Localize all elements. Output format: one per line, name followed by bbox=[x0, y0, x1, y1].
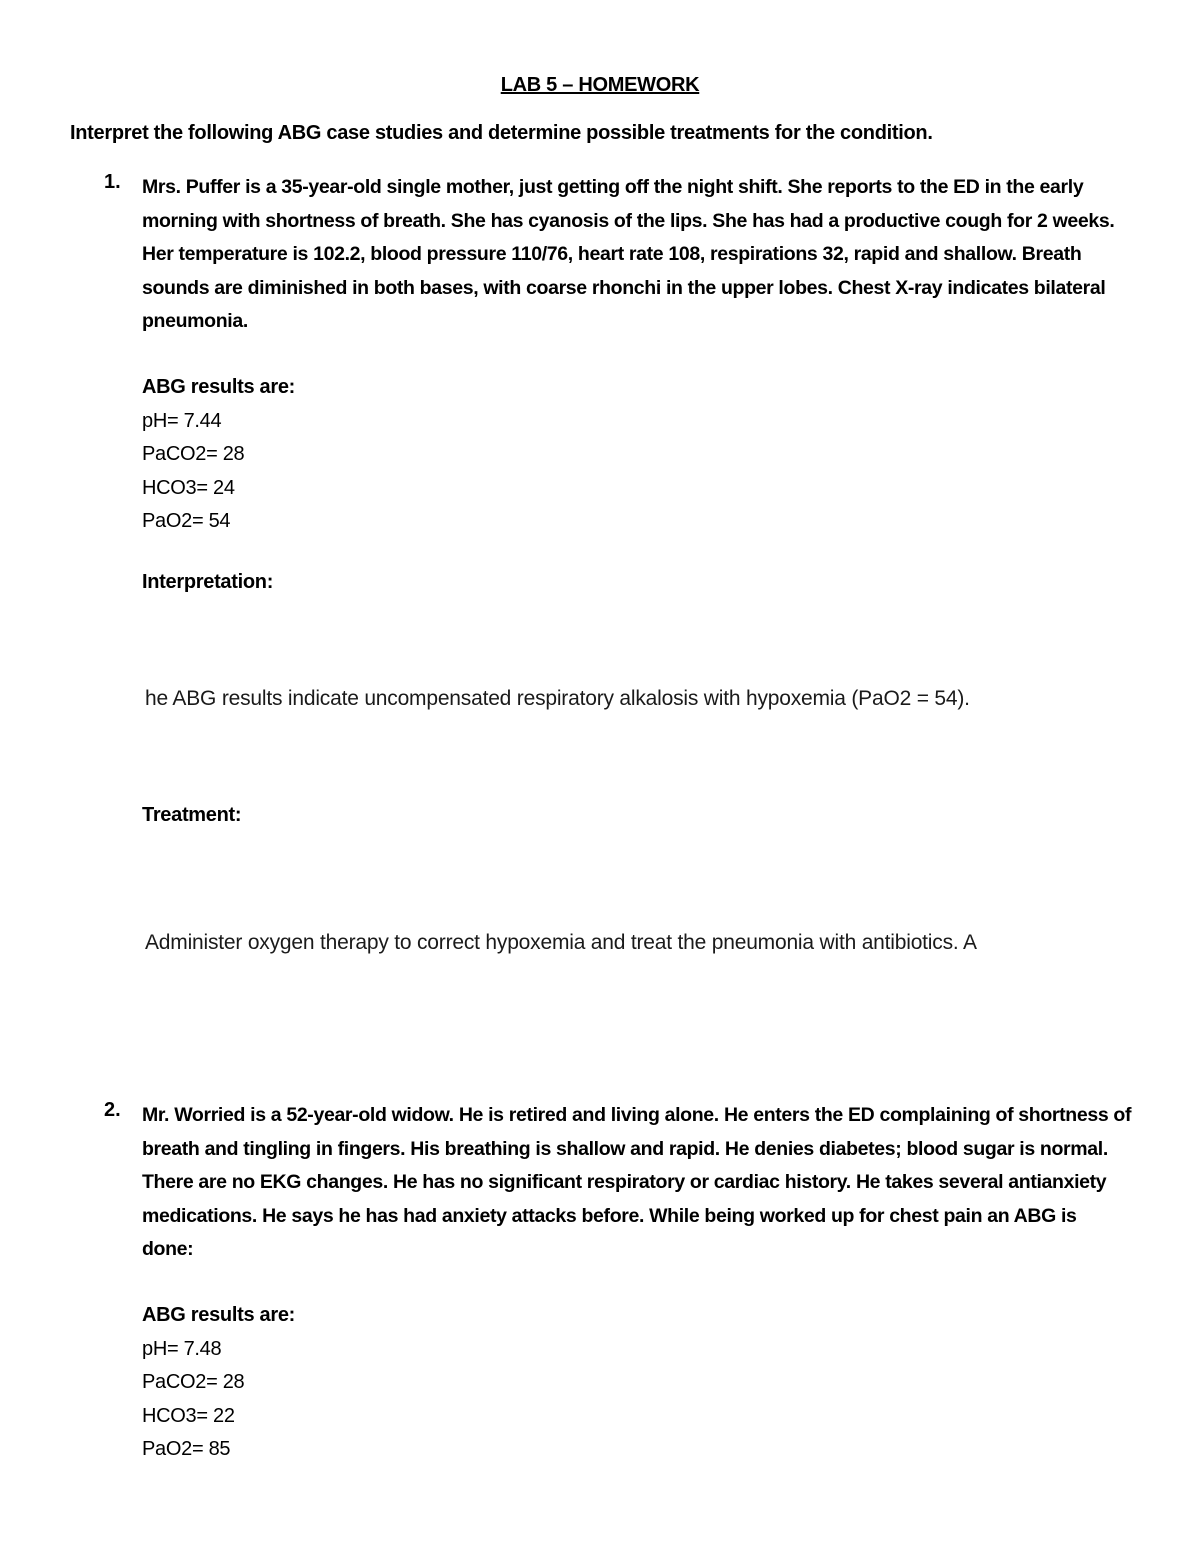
abg-paco2: PaCO2= 28 bbox=[142, 443, 245, 465]
abg-ph: pH= 7.48 bbox=[142, 1337, 222, 1360]
abg-hco3: HCO3= 22 bbox=[142, 1404, 235, 1427]
abg-heading: ABG results are: bbox=[142, 376, 296, 398]
case-number: 1. bbox=[104, 171, 121, 193]
case-description: Mrs. Puffer is a 35-year-old single mother, just getting off the night shift. She reports to the ED in the early morning with shortness of breath. She has cyanosis of the lips. She has had a productive cough for 2 weeks. Her temperature is 102.2, blood pressure 110/76, heart rate 108, respirations 32, rapid and shallow. Breath sounds are diminished in both bases, with coarse rhonchi in the upper lobes. Chest X-ray indicates bilateral pneumonia. bbox=[142, 176, 1115, 332]
abg-results bbox=[142, 371, 295, 539]
abg-results bbox=[142, 1299, 295, 1467]
interpretation-answer: he ABG results indicate uncompensated respiratory alkalosis with hypoxemia (PaO2 = 54). bbox=[145, 687, 970, 710]
case-description: Mr. Worried is a 52-year-old widow. He is retired and living alone. He enters the ED complaining of shortness of breath and tingling in fingers. His breathing is shallow and rapid. He denies diabetes; blood sugar is normal. There are no EKG changes. He has no significant respiratory or cardiac history. He takes several antianxiety medications. He says he has had anxiety attacks before. While being worked up for chest pain an ABG is done: bbox=[142, 1104, 1132, 1260]
document-title: LAB 5 – HOMEWORK bbox=[500, 74, 700, 96]
abg-hco3: HCO3= 24 bbox=[142, 476, 235, 499]
interpretation-label: Interpretation: bbox=[142, 571, 274, 593]
treatment-answer: Administer oxygen therapy to correct hypoxemia and treat the pneumonia with antibiotics. A bbox=[145, 931, 977, 954]
abg-ph: pH= 7.44 bbox=[142, 409, 222, 432]
abg-pao2: PaO2= 54 bbox=[142, 510, 231, 532]
abg-paco2: PaCO2= 28 bbox=[142, 1371, 245, 1393]
case-number: 2. bbox=[104, 1099, 121, 1121]
abg-pao2: PaO2= 85 bbox=[142, 1438, 231, 1460]
instructions-text: Interpret the following ABG case studies and determine possible treatments for the condition. bbox=[70, 122, 933, 144]
treatment-label: Treatment: bbox=[142, 804, 242, 826]
abg-heading: ABG results are: bbox=[142, 1304, 296, 1326]
